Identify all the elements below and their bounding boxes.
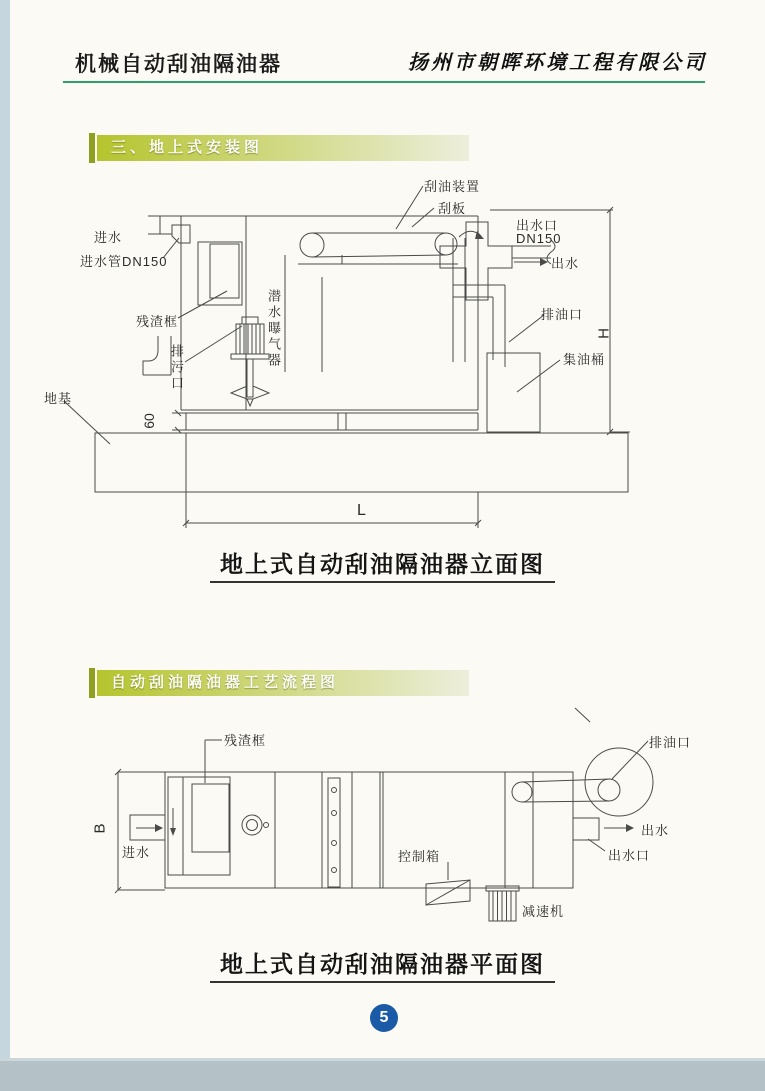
scan-artifact [575,708,590,722]
label-inlet-pipe: 进水管DN150 [80,254,168,269]
elevation-baffles [285,255,322,372]
label-outlet-dn150: DN150 [516,231,562,246]
label-inlet: 进水 [94,230,123,245]
plan-label-outlet-flow: 出水 [641,823,670,838]
label-foundation: 地基 [44,391,73,406]
elevation-caption-text: 地上式自动刮油隔油器立面图 [210,551,555,583]
plan-label-control-box: 控制箱 [398,849,441,864]
elevation-base-skid [172,410,478,433]
plan-label-residue-basket: 残渣框 [224,733,267,748]
plan-residue-basket [168,740,269,875]
section2-banner: 自动刮油隔油器工艺流程图 [97,670,469,696]
dimension-h: H [595,328,613,339]
plan-dimension-b [115,769,165,893]
plan-caption [0,946,765,979]
plan-label-reducer: 减速机 [522,904,565,919]
scan-bottom-edge [0,1058,765,1091]
plan-caption-text: 地上式自动刮油隔油器平面图 [210,951,555,983]
plan-tank [165,772,573,888]
plan-label-oil-drain-port: 排油口 [649,735,692,750]
label-outlet-flow: 出水 [551,256,580,271]
company-name: 扬州市朝晖环境工程有限公司 [408,50,707,74]
label-aerator: 潜水曝气器 [266,289,281,369]
elevation-oil-barrel [487,353,560,432]
label-oil-barrel: 集油桶 [563,352,606,367]
label-oil-drain-port: 排油口 [541,307,584,322]
plan-label-inlet: 进水 [122,845,151,860]
label-residue-basket: 残渣框 [136,314,179,329]
dimension-b: B [91,823,109,834]
section1-banner: 三、地上式安装图 [97,135,469,161]
elevation-residue-basket [178,242,242,362]
plan-inlet [130,815,165,840]
elevation-caption [0,546,765,579]
document-title: 机械自动刮油隔油器 [75,52,282,76]
label-scraper-device: 刮油装置 [424,179,481,194]
label-scraper-blade: 刮板 [438,201,467,216]
dimension-l: L [357,502,366,519]
plan-label-outlet-port: 出水口 [608,848,651,863]
label-drain-port: 排污口 [169,344,184,392]
page-number-badge: 5 [370,1004,398,1032]
plan-reducer [486,886,519,921]
dimension-60: 60 [141,413,157,429]
plan-control-box [426,862,470,905]
label-outlet-port: 出水口 [516,218,559,233]
